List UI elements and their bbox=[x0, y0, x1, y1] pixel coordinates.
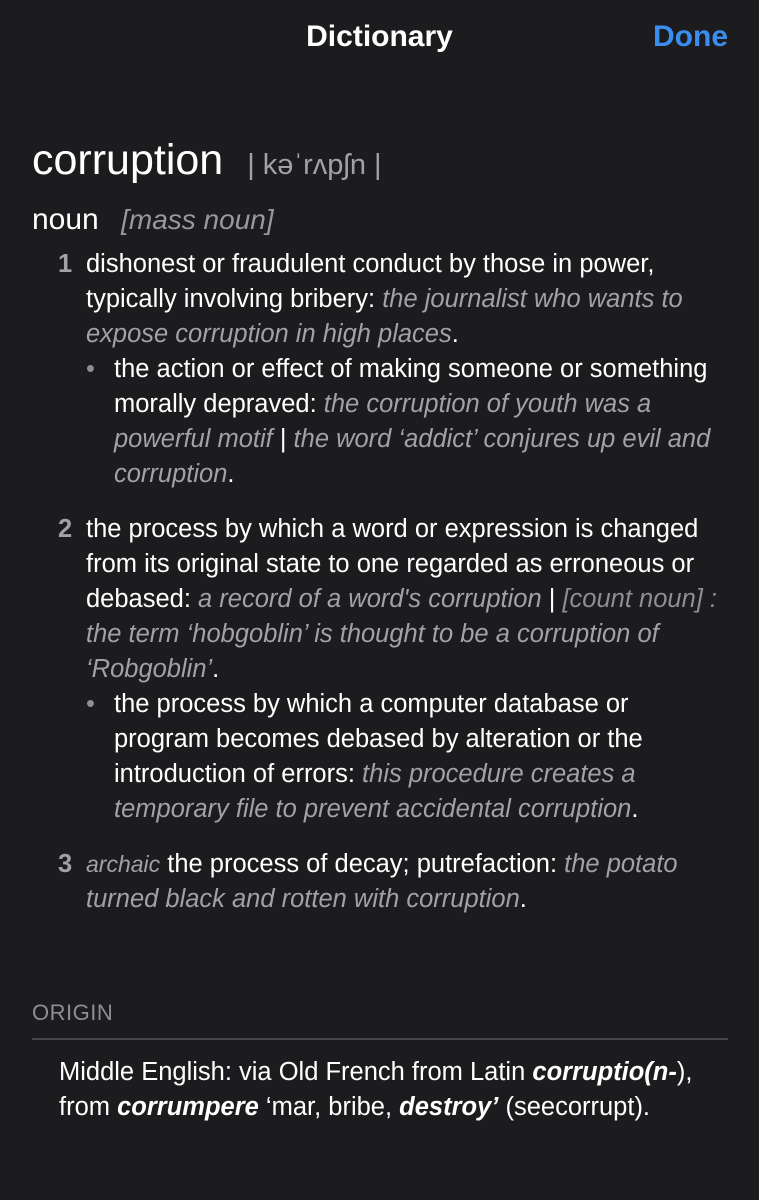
sense-end: . bbox=[212, 655, 220, 683]
subsense bbox=[86, 687, 729, 827]
origin-text-4: (see bbox=[505, 1093, 556, 1121]
origin-text-2: ), from bbox=[59, 1058, 693, 1121]
subsense-definition: the action or effect of making someone or something morally depraved: bbox=[114, 355, 708, 418]
cross-reference-link[interactable]: corrupt bbox=[555, 1093, 635, 1121]
sense-3 bbox=[32, 847, 729, 917]
dictionary-entry bbox=[32, 136, 729, 917]
sense-1 bbox=[32, 247, 729, 492]
headword-row bbox=[32, 136, 729, 185]
origin-divider bbox=[32, 1038, 728, 1040]
part-of-speech-row bbox=[32, 203, 729, 237]
sense-end: . bbox=[451, 320, 459, 348]
grammar-label: [mass noun] bbox=[121, 204, 274, 235]
origin-text bbox=[59, 1055, 729, 1125]
origin-term: destroy’ bbox=[399, 1093, 499, 1121]
sense-example: the term ‘hobgoblin’ is thought to be a corruption of ‘Robgoblin’ bbox=[86, 620, 659, 683]
sense-definition: dishonest or fraudulent conduct by those in power, typically involving bribery: bbox=[86, 250, 655, 313]
origin-label: ORIGIN bbox=[32, 1000, 114, 1025]
sense-example: a record of a word's corruption bbox=[198, 585, 542, 613]
origin-term: corruptio(n- bbox=[532, 1058, 677, 1086]
origin-term: corrumpere bbox=[117, 1093, 259, 1121]
headword: corruption bbox=[32, 136, 224, 184]
sense-example: the potato turned black and rotten with corruption bbox=[86, 850, 678, 913]
subsense-definition: the process by which a computer database or program becomes debased by alteration or the introduction of errors: bbox=[114, 690, 643, 788]
bullet-icon: • bbox=[86, 690, 95, 718]
subsense-example: the word ‘addict’ conjures up evil and corruption bbox=[114, 425, 711, 488]
sense-example: the journalist who wants to expose corruption in high places bbox=[86, 285, 683, 348]
navigation-bar bbox=[0, 0, 759, 80]
done-button[interactable]: Done bbox=[653, 20, 728, 53]
sense-definition: the process by which a word or expression is changed from its original state to one regarded as erroneous or debased: bbox=[86, 515, 699, 613]
subsense-example: the corruption of youth was a powerful motif bbox=[114, 390, 652, 453]
nav-title: Dictionary bbox=[306, 20, 453, 53]
sense-number: 1 bbox=[58, 250, 73, 278]
part-of-speech: noun bbox=[32, 203, 99, 236]
grammar-label: [count noun] : bbox=[562, 585, 718, 613]
bullet-icon: • bbox=[86, 355, 95, 383]
sense-list bbox=[32, 247, 729, 917]
example-separator: | bbox=[548, 585, 556, 613]
register-label: archaic bbox=[86, 851, 161, 877]
example-separator: | bbox=[279, 425, 287, 453]
pronunciation: | kəˈrʌpʃn | bbox=[247, 149, 382, 181]
sense-2 bbox=[32, 512, 729, 827]
subsense-end: . bbox=[631, 795, 639, 823]
sense-number: 3 bbox=[58, 850, 73, 878]
sense-end: . bbox=[519, 885, 527, 913]
origin-text-5: ). bbox=[634, 1093, 651, 1121]
sense-definition: the process of decay; putrefaction: bbox=[167, 850, 558, 878]
origin-text-1: Middle English: via Old French from Latin bbox=[59, 1058, 526, 1086]
subsense bbox=[86, 352, 729, 492]
origin-text-3: ‘mar, bribe, bbox=[265, 1093, 393, 1121]
subsense-end: . bbox=[227, 460, 235, 488]
subsense-example: this procedure creates a temporary file to prevent accidental corruption bbox=[114, 760, 636, 823]
sense-number: 2 bbox=[58, 515, 73, 543]
